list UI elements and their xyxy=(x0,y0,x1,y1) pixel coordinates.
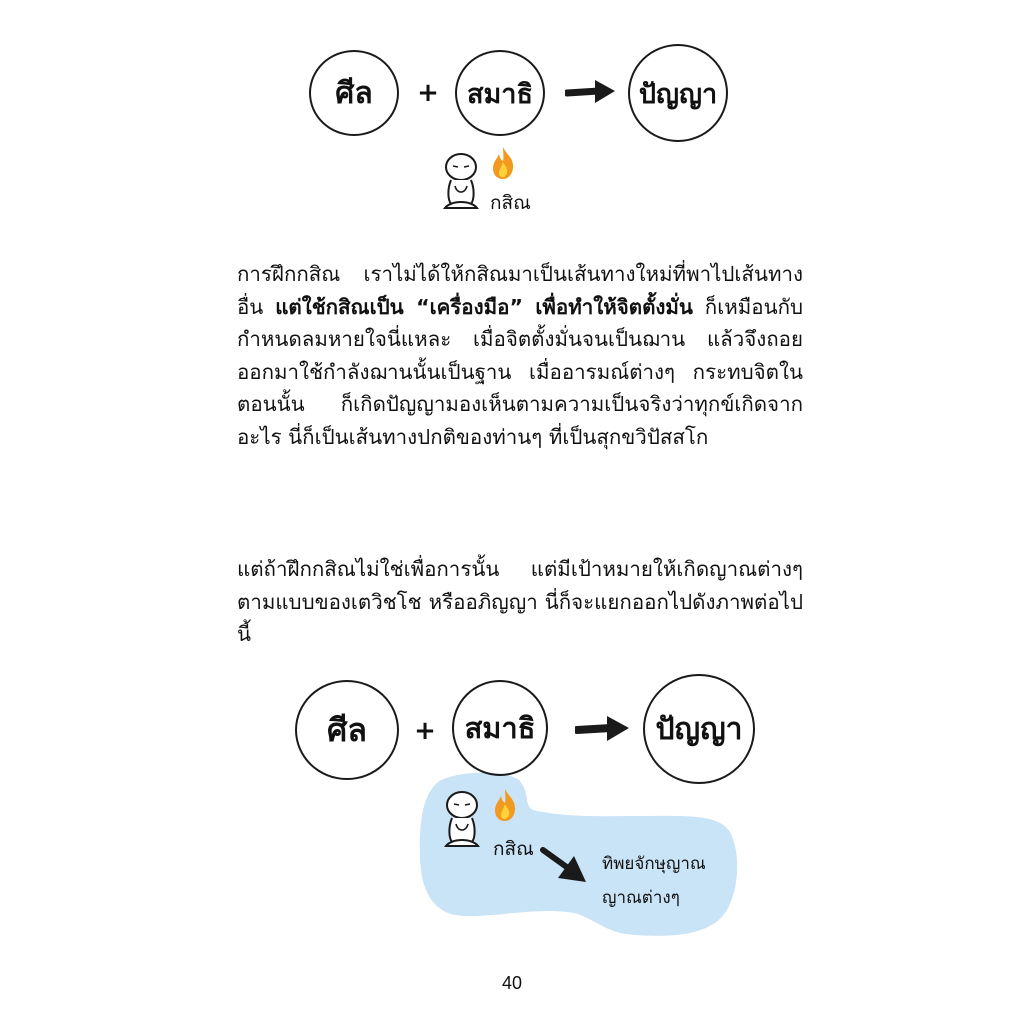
outcome-various-nyana: ญาณต่างๆ xyxy=(602,888,680,908)
paragraph-2-text: แต่ถ้าฝึกกสิณไม่ใช่เพื่อการนั้น แต่มีเป้าหมายให้เกิดญาณต่างๆ ตามแบบของเตวิชโช หรืออภิญญา นี่ก็จะแยกออกไปดังภาพต่อไปนี้ xyxy=(237,557,803,647)
paragraph-kasina-tool xyxy=(237,258,803,454)
top-diagram xyxy=(0,0,1024,230)
kasina-label-bottom: กสิณ xyxy=(493,838,534,860)
sila-circle-bottom xyxy=(295,680,399,780)
samadhi-label-bottom: สมาธิ xyxy=(464,711,536,745)
paragraph-abhinna xyxy=(237,553,803,651)
paragraph-1-text-a: การฝึกกสิณ เราไม่ได้ให้กสิณมาเป็นเส้นทางใหม่ที่พาไปเส้นทางอื่น xyxy=(237,262,803,319)
plus-sign: + xyxy=(417,78,439,108)
right-arrow-icon-bottom xyxy=(575,714,631,744)
fire-icon xyxy=(490,146,516,180)
samadhi-label: สมาธิ xyxy=(467,78,533,110)
fire-icon-bottom xyxy=(492,788,518,822)
page-number: 40 xyxy=(501,973,523,993)
kasina-label: กสิณ xyxy=(490,192,531,214)
plus-sign-bottom: + xyxy=(414,716,436,746)
outcome-divine-eye: ทิพยจักษุญาณ xyxy=(602,854,706,874)
down-right-arrow-icon xyxy=(540,846,590,888)
panya-label-bottom: ปัญญา xyxy=(655,711,743,747)
panya-label: ปัญญา xyxy=(638,78,718,110)
sila-label-bottom: ศีล xyxy=(327,710,367,749)
bottom-diagram xyxy=(0,670,1024,950)
paragraph-1-text-b: ก็เหมือนกับกำหนดลมหายใจนี่แหละ เมื่อจิตตั้งมั่นจนเป็นฌาน แล้วจึงถอยออกมาใช้กำลังฌานนั้นเป็นฐาน เมื่ออารมณ์ต่างๆ กระทบจิตในตอนนั้น ก็เกิดปัญญามองเห็นตามความเป็นจริงว่าทุกข์เกิดจากอะไร นี่ก็เป็นเส้นทางปกติของท่านๆ ที่เป็นสุกขวิปัสสโก xyxy=(237,294,804,449)
samadhi-circle-bottom xyxy=(452,680,548,776)
meditating-person-icon xyxy=(437,150,487,212)
paragraph-1-bold-text: แต่ใช้กสิณเป็น “เครื่องมือ” เพื่อทำให้จิตตั้งมั่น xyxy=(275,294,693,319)
panya-circle xyxy=(628,44,728,142)
panya-circle-bottom xyxy=(643,674,755,784)
right-arrow-icon xyxy=(565,78,617,106)
meditating-person-icon-bottom xyxy=(438,788,488,850)
sila-circle xyxy=(309,50,399,136)
sila-label: ศีล xyxy=(335,75,373,111)
samadhi-circle xyxy=(455,50,545,136)
